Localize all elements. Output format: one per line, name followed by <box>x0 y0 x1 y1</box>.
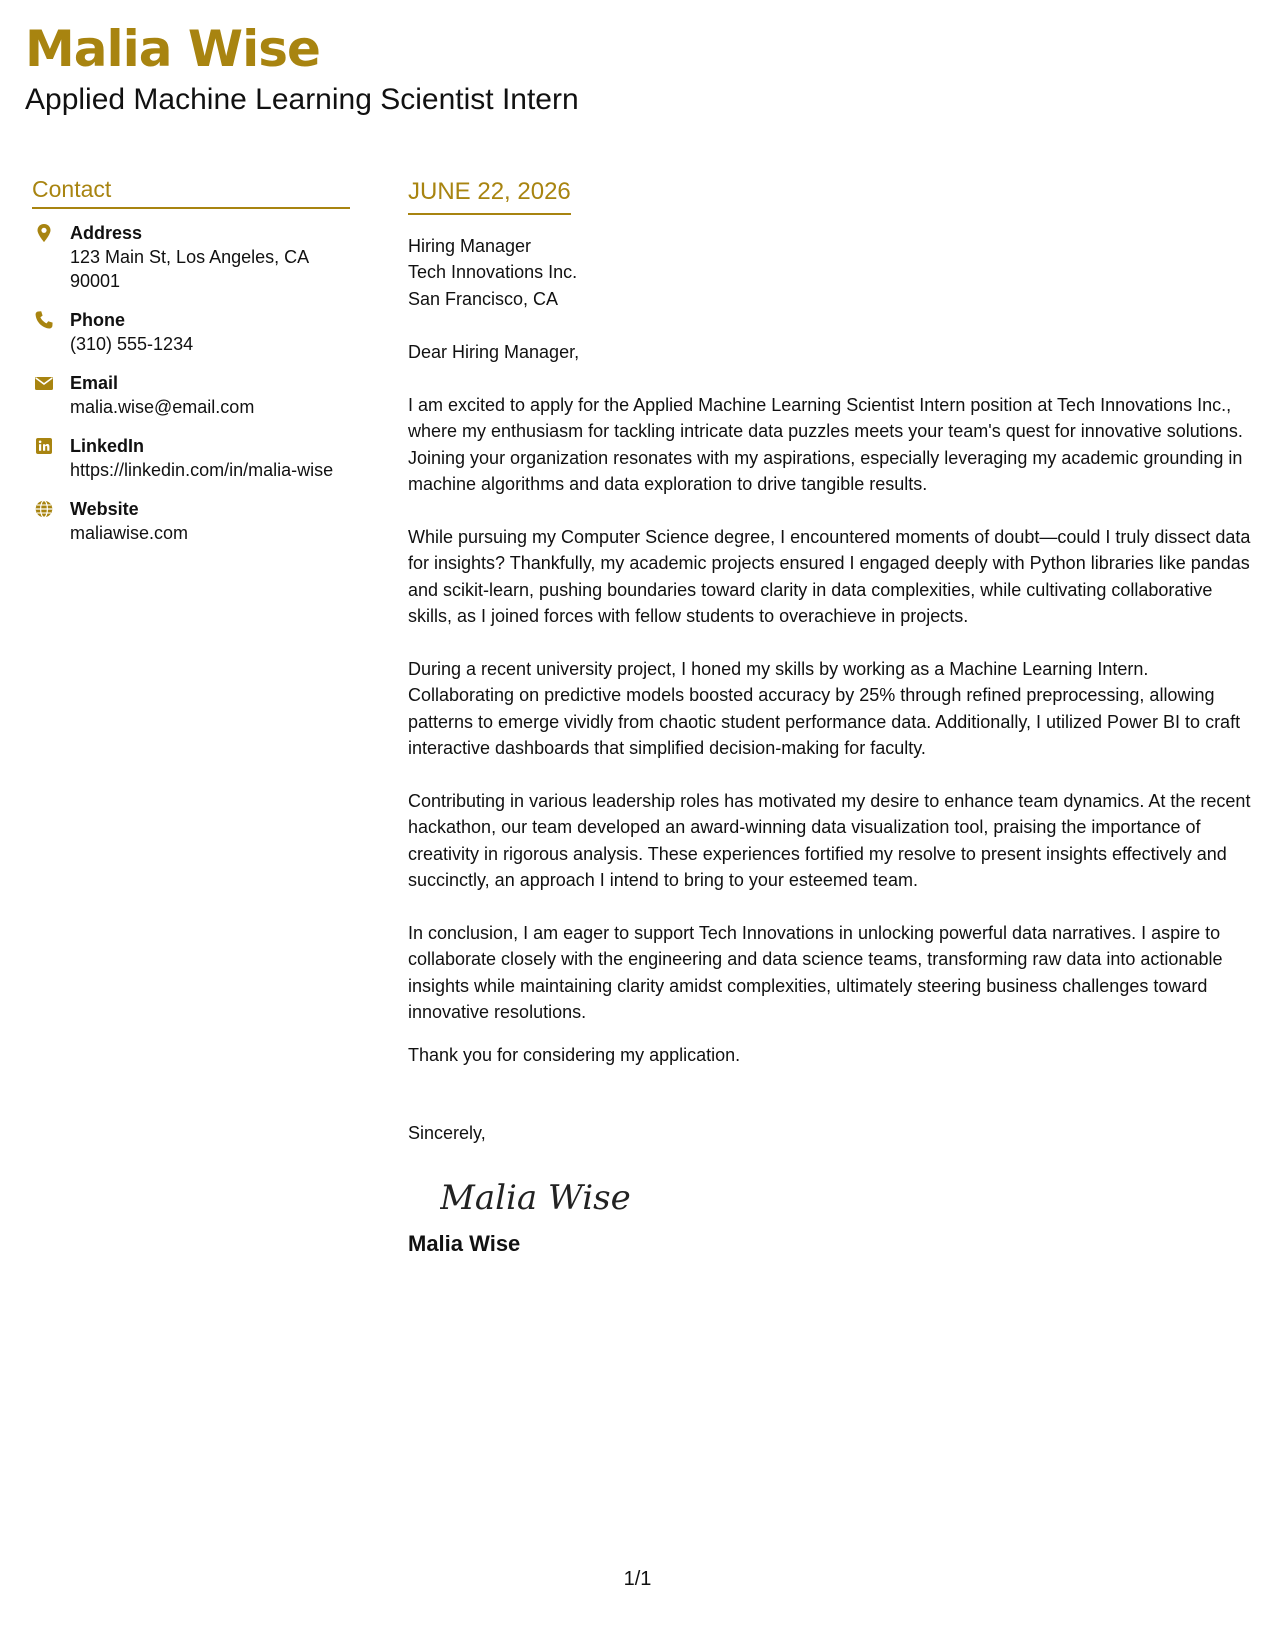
website-value[interactable]: maliawise.com <box>70 523 189 543</box>
email-value[interactable]: malia.wise@email.com <box>70 397 255 417</box>
recipient-line: Tech Innovations Inc. <box>408 262 578 283</box>
phone-icon <box>34 310 54 330</box>
letter-body <box>408 178 1254 1257</box>
signature-text: Malia Wise <box>440 1177 631 1218</box>
envelope-icon <box>34 373 54 393</box>
thanks-line: Thank you for considering my application. <box>408 1044 741 1065</box>
candidate-name: Malia Wise <box>25 20 320 78</box>
contact-label: Phone <box>70 310 126 330</box>
candidate-role: Applied Machine Learning Scientist Intern <box>25 83 579 116</box>
letter-paragraph: Contributing in various leadership roles has motivated my desire to enhance team dynamics. At the recent hackathon, our team developed an award-winning data visualization tool, praising the importance of creativity in rigorous analysis. These experiences fortified my resolve to present insights effectively and succinctly, an approach I intend to bring to your esteemed team. <box>408 790 1251 891</box>
contact-item-phone <box>32 308 350 356</box>
contact-label: Email <box>70 373 119 393</box>
letter-paragraph: I am excited to apply for the Applied Machine Learning Scientist Intern position at Tech Innovations Inc., where my enthusiasm for tackling intricate data puzzles meets your team's quest for innovative solutions. Joining your organization resonates with my aspirations, especially leveraging my academic grounding in machine algorithms and data exploration to drive tangible results. <box>408 394 1243 495</box>
handwritten-signature <box>440 1169 1254 1223</box>
closing-line: Sincerely, <box>408 1123 486 1144</box>
recipient-line: San Francisco, CA <box>408 288 559 309</box>
contact-item-linkedin <box>32 434 350 482</box>
contact-item-website <box>32 497 350 545</box>
linkedin-icon <box>34 436 54 456</box>
salutation: Dear Hiring Manager, <box>408 342 580 363</box>
phone-value: (310) 555-1234 <box>70 334 194 354</box>
page-number: 1/1 <box>623 1568 652 1590</box>
contact-item-email <box>32 371 350 419</box>
globe-icon <box>34 499 54 519</box>
signer-name: Malia Wise <box>408 1230 521 1256</box>
contact-sidebar <box>32 176 350 560</box>
map-pin-icon <box>34 223 54 243</box>
letter-date: JUNE 22, 2026 <box>408 178 571 215</box>
recipient-block <box>408 233 1254 313</box>
letter-paragraph: While pursuing my Computer Science degree, I encountered moments of doubt—could I truly dissect data for insights? Thankfully, my academic projects ensured I engaged deeply with Python libraries like pandas and scikit-learn, pushing boundaries toward clarity in data complexities, while cultivating collaborative skills, as I joined forces with fellow students to overachieve in projects. <box>408 526 1251 627</box>
contact-item-address <box>32 221 350 293</box>
letter-paragraph: In conclusion, I am eager to support Tech Innovations in unlocking powerful data narratives. I aspire to collaborate closely with the engineering and data science teams, transforming raw data into actionable insights while maintaining clarity amidst complexities, ultimately steering business challenges toward innovative resolutions. <box>408 922 1223 1023</box>
contact-label: LinkedIn <box>70 436 145 456</box>
linkedin-value[interactable]: https://linkedin.com/in/malia-wise <box>70 460 334 480</box>
contact-label: Address <box>70 223 143 243</box>
address-value: 123 Main St, Los Angeles, CA 90001 <box>70 247 309 291</box>
recipient-line: Hiring Manager <box>408 235 532 256</box>
contact-heading: Contact <box>32 176 350 209</box>
contact-label: Website <box>70 499 139 519</box>
letter-paragraph: During a recent university project, I honed my skills by working as a Machine Learning Intern. Collaborating on predictive models boosted accuracy by 25% through refined preprocessing, allowing patterns to emerge vividly from chaotic student performance data. Additionally, I utilized Power BI to craft interactive dashboards that simplified decision-making for faculty. <box>408 658 1241 759</box>
